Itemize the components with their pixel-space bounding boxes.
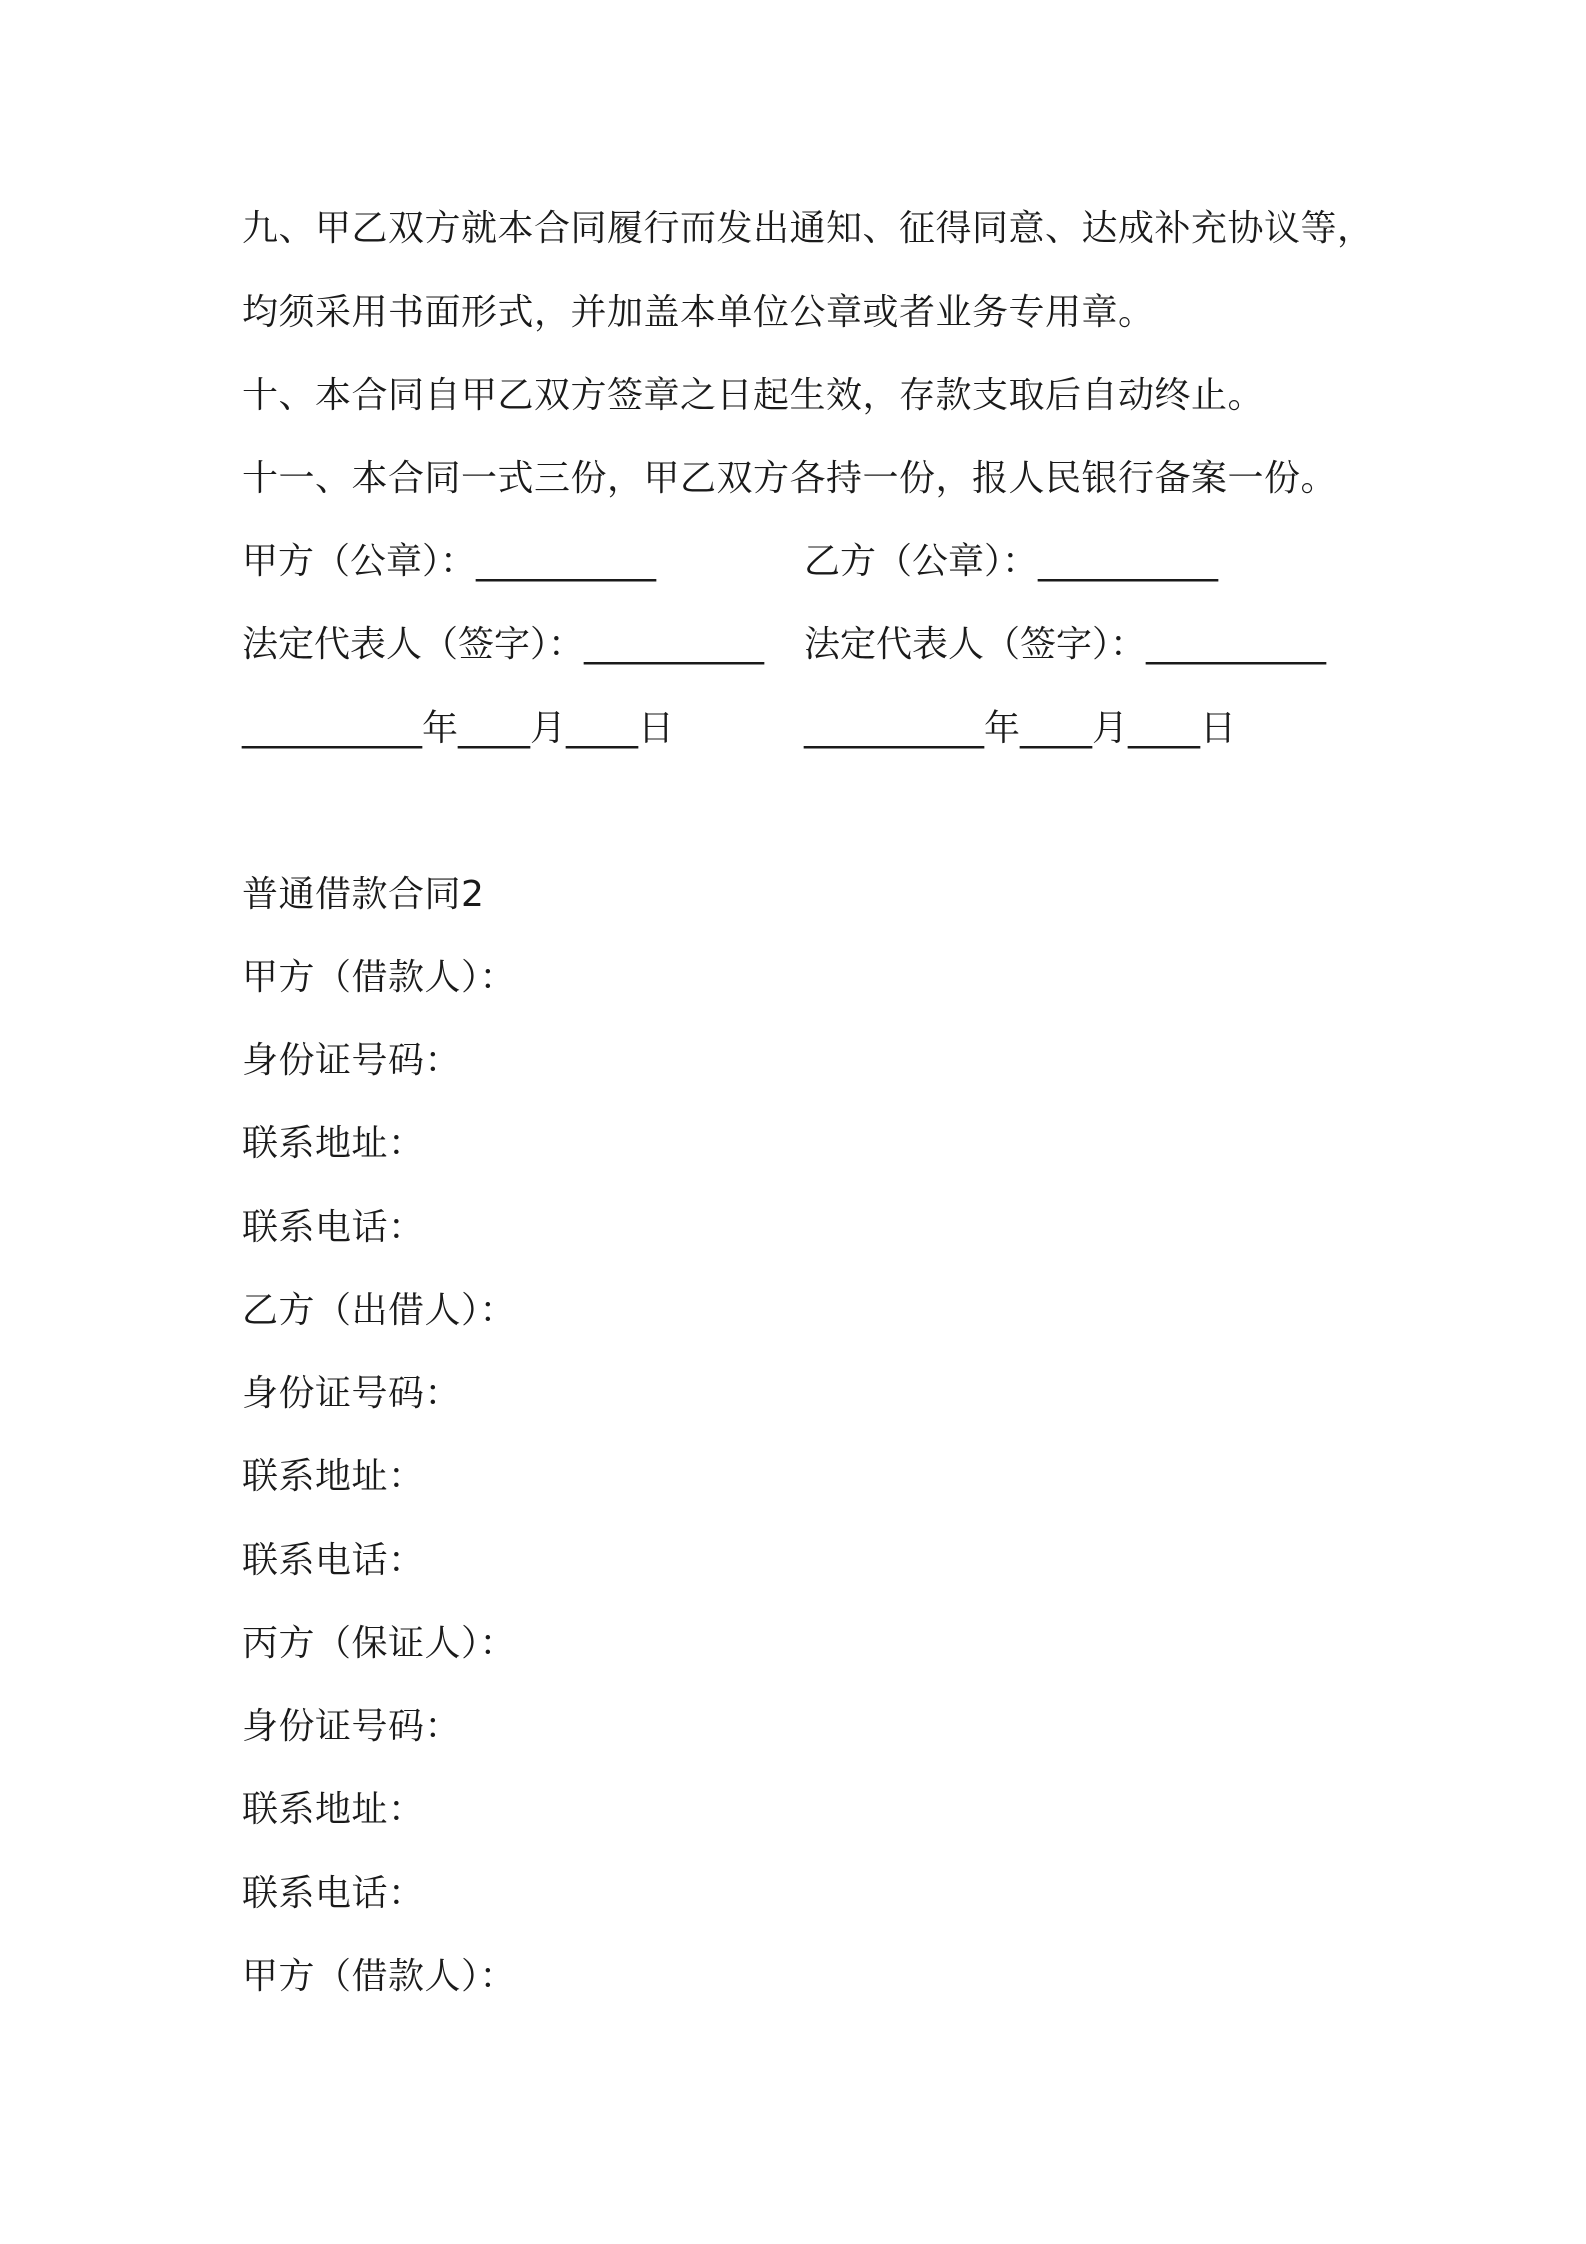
guarantor-label: 丙方（保证人）： bbox=[242, 1623, 517, 1664]
borrower-label-repeat: 甲方（借款人）： bbox=[242, 1956, 517, 1997]
clause-9-line-2: 均须采用书面形式，并加盖本单位公章或者业务专用章。 bbox=[242, 292, 1155, 333]
lender-address-label: 联系地址： bbox=[242, 1456, 425, 1497]
lender-label: 乙方（出借人）： bbox=[242, 1290, 517, 1331]
party-b-representative-field: 法定代表人（签字）：__________ bbox=[804, 624, 1327, 665]
seal-row bbox=[242, 538, 1362, 586]
clause-9-line-1: 九、甲乙双方就本合同履行而发出通知、征得同意、达成补充协议等， bbox=[242, 208, 1374, 249]
clause-11: 十一、本合同一式三份，甲乙双方各持一份，报人民银行备案一份。 bbox=[242, 458, 1338, 499]
representative-row bbox=[242, 621, 1362, 669]
party-a-representative-field: 法定代表人（签字）：__________ bbox=[242, 624, 765, 665]
borrower-phone-label: 联系电话： bbox=[242, 1207, 425, 1248]
date-row bbox=[242, 705, 1362, 753]
guarantor-phone-label: 联系电话： bbox=[242, 1873, 425, 1914]
guarantor-id-label: 身份证号码： bbox=[242, 1706, 462, 1747]
lender-phone-label: 联系电话： bbox=[242, 1540, 425, 1581]
clause-10: 十、本合同自甲乙双方签章之日起生效，存款支取后自动终止。 bbox=[242, 375, 1265, 416]
borrower-address-label: 联系地址： bbox=[242, 1123, 425, 1164]
party-a-date-field: __________年____月____日 bbox=[242, 708, 674, 749]
contract-2-title: 普通借款合同2 bbox=[242, 874, 485, 915]
borrower-id-label: 身份证号码： bbox=[242, 1040, 462, 1081]
guarantor-address-label: 联系地址： bbox=[242, 1789, 425, 1830]
party-a-seal-field: 甲方（公章）：__________ bbox=[242, 541, 657, 582]
party-b-date-field: __________年____月____日 bbox=[804, 708, 1236, 749]
party-b-seal-field: 乙方（公章）：__________ bbox=[804, 541, 1219, 582]
lender-id-label: 身份证号码： bbox=[242, 1373, 462, 1414]
borrower-label: 甲方（借款人）： bbox=[242, 957, 517, 998]
